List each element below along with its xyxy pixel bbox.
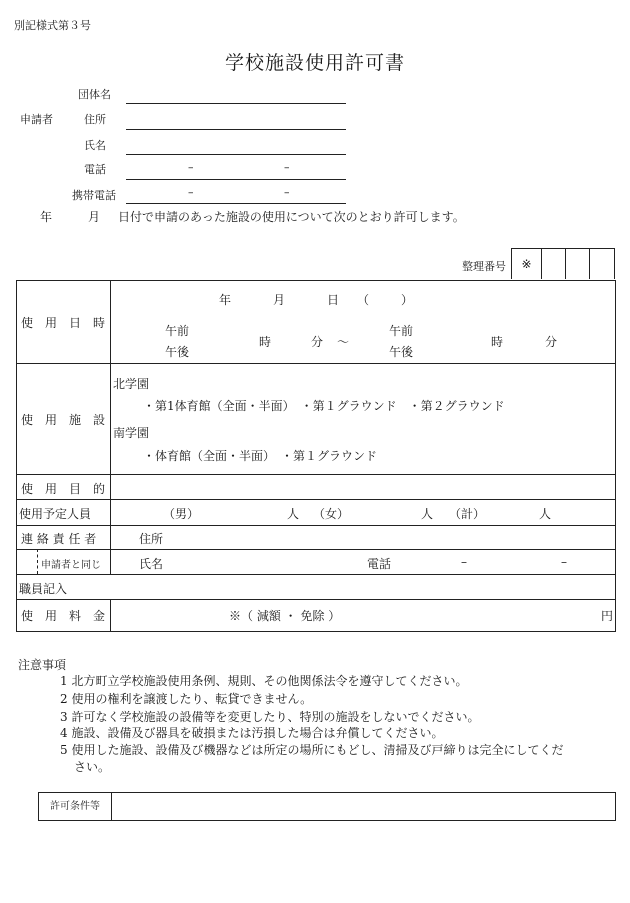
contact-name-label: 氏名 bbox=[139, 557, 164, 571]
name-field[interactable] bbox=[126, 154, 346, 155]
note-item-1: 1 北方町立学校施設使用条例、規則、その他関係法令を遵守してください。 bbox=[60, 674, 468, 688]
fee-reduction-note: ※（ 減額 ・ 免除 ） bbox=[229, 609, 341, 623]
contact-person-label: 連 絡 責 任 者 bbox=[21, 532, 97, 546]
date-day: 日 bbox=[327, 293, 340, 307]
org-name-label: 団体名 bbox=[78, 88, 111, 101]
date-open-paren: （ bbox=[357, 293, 370, 307]
contact-phone-dash-1: – bbox=[461, 555, 467, 569]
same-as-applicant-checkbox[interactable]: 申請者と同じ bbox=[41, 560, 101, 571]
mobile-dash-2: – bbox=[284, 186, 290, 199]
statement-month: 月 bbox=[88, 210, 101, 224]
reference-number-label: 整理番号 bbox=[462, 260, 506, 273]
reference-digit-2[interactable] bbox=[566, 249, 590, 279]
fee-label: 使 用 料 金 bbox=[21, 609, 106, 623]
statement-year: 年 bbox=[40, 210, 53, 224]
org-name-field[interactable] bbox=[126, 103, 346, 104]
start-am-label: 午前 bbox=[165, 324, 190, 338]
permission-statement bbox=[40, 208, 465, 225]
fee-yen-unit: 円 bbox=[601, 609, 614, 623]
mobile-label: 携帯電話 bbox=[72, 189, 116, 202]
north-facility-options[interactable]: ・第1体育館（全面・半面） ・第１グラウンド ・第２グラウンド bbox=[143, 399, 505, 413]
south-school-label: 南学園 bbox=[113, 426, 150, 440]
female-label: （女） bbox=[313, 507, 350, 521]
mobile-dash-1: – bbox=[188, 186, 194, 199]
total-label: （計） bbox=[449, 507, 486, 521]
address-field[interactable] bbox=[126, 129, 346, 130]
end-hour-label: 時 bbox=[491, 335, 504, 349]
end-am-label: 午前 bbox=[389, 324, 414, 338]
reference-digit-1[interactable] bbox=[542, 249, 566, 279]
staff-entry-label: 職員記入 bbox=[19, 582, 68, 596]
contact-phone-label: 電話 bbox=[367, 557, 392, 571]
date-month: 月 bbox=[273, 293, 286, 307]
note-item-2: 2 使用の権利を譲渡したり、転貸できません。 bbox=[60, 692, 313, 706]
applicant-label: 申請者 bbox=[20, 113, 53, 126]
note-item-5-continued: さい。 bbox=[74, 760, 111, 774]
statement-text: 日付で申請のあった施設の使用について次のとおり許可します。 bbox=[118, 210, 465, 224]
reference-digit-3[interactable] bbox=[590, 249, 614, 279]
north-school-label: 北学園 bbox=[113, 377, 150, 391]
facility-label: 使 用 施 設 bbox=[21, 413, 106, 427]
form-number: 別記様式第３号 bbox=[14, 19, 91, 32]
permit-conditions-field[interactable] bbox=[112, 793, 615, 820]
application-table bbox=[16, 280, 616, 632]
note-item-3: 3 許可なく学校施設の設備等を変更したり、特別の施設をしないでください。 bbox=[60, 710, 480, 724]
female-unit: 人 bbox=[421, 507, 434, 521]
phone-dash-2: – bbox=[284, 161, 290, 174]
contact-phone-dash-2: – bbox=[561, 555, 567, 569]
permit-conditions-box bbox=[38, 792, 616, 821]
mobile-field[interactable] bbox=[126, 203, 346, 204]
male-unit: 人 bbox=[287, 507, 300, 521]
phone-dash-1: – bbox=[188, 161, 194, 174]
permit-conditions-label: 許可条件等 bbox=[39, 793, 112, 820]
note-item-4: 4 施設、設備及び器具を破損または汚損した場合は弁償してください。 bbox=[60, 726, 444, 740]
phone-field[interactable] bbox=[126, 179, 346, 180]
reference-mark: ※ bbox=[512, 249, 542, 279]
purpose-label: 使 用 目 的 bbox=[21, 482, 106, 496]
time-range-tilde: ～ bbox=[337, 335, 350, 349]
reference-number-box bbox=[511, 248, 615, 279]
total-unit: 人 bbox=[539, 507, 552, 521]
address-label: 住所 bbox=[84, 113, 106, 126]
date-close-paren: ） bbox=[401, 293, 414, 307]
name-label: 氏名 bbox=[84, 139, 106, 152]
purpose-field[interactable] bbox=[113, 477, 613, 497]
usage-datetime-label: 使 用 日 時 bbox=[21, 316, 106, 330]
notes-heading: 注意事項 bbox=[18, 658, 67, 672]
date-year: 年 bbox=[219, 293, 232, 307]
male-label: （男） bbox=[163, 507, 200, 521]
start-hour-label: 時 bbox=[259, 335, 272, 349]
start-pm-label: 午後 bbox=[165, 345, 190, 359]
note-item-5: 5 使用した施設、設備及び機器などは所定の場所にもどし、清掃及び戸締りは完全にしてくだ bbox=[60, 743, 564, 757]
contact-address-label: 住所 bbox=[139, 532, 164, 546]
south-facility-options[interactable]: ・体育館（全面・半面） ・第１グラウンド bbox=[143, 449, 378, 463]
end-minute-label: 分 bbox=[545, 335, 558, 349]
planned-people-label: 使用予定人員 bbox=[19, 507, 92, 521]
phone-label: 電話 bbox=[84, 163, 106, 176]
start-minute-label: 分 bbox=[311, 335, 324, 349]
page-title: 学校施設使用許可書 bbox=[224, 52, 405, 74]
end-pm-label: 午後 bbox=[389, 345, 414, 359]
